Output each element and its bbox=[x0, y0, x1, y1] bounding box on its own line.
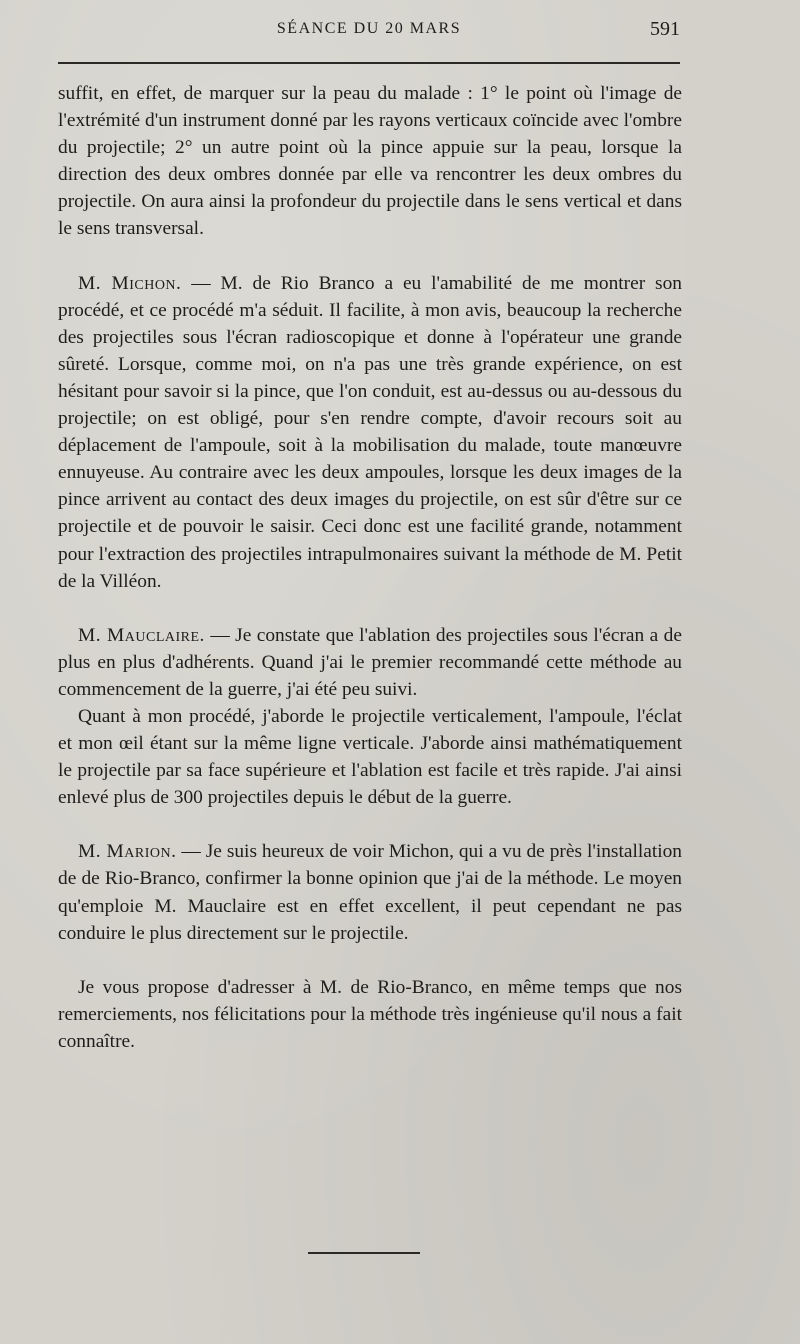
speech-text: — Je constate que l'ablation des projectiles sous l'écran a de plus en plus d'adhérents. Quand j'ai le premier recommandé cette méthode au commencement de la guerre, j'ai été peu suivi. bbox=[58, 624, 682, 700]
speaker-name: M. Mauclaire. bbox=[78, 624, 205, 646]
paragraph-marion bbox=[58, 838, 682, 946]
running-title: SÉANCE DU 20 MARS bbox=[276, 20, 462, 37]
running-header bbox=[58, 18, 680, 46]
paragraph-continuation: suffit, en effet, de marquer sur la peau du malade : 1° le point où l'image de l'extrémité d'un instrument donné par les rayons verticaux coïncide avec l'ombre du projectile; 2° un autre point où la pince appuie sur la peau, lorsque la direction des deux ombres donnée par elle va rencontrer les deux ombres du projectile. On aura ainsi la profondeur du projectile dans le sens vertical et dans le sens transversal. bbox=[58, 83, 682, 240]
speech-text: — Je suis heureux de voir Michon, qui a vu de près l'installation de de Rio-Branco, confirmer la bonne opinion que j'ai de la méthode. Le moyen qu'emploie M. Mauclaire est en effet excellent, il peut cependant ne pas conduire le plus directement sur le projectile. bbox=[58, 841, 682, 944]
speaker-name: M. Michon. bbox=[78, 272, 182, 294]
paragraph-proposal: Je vous propose d'adresser à M. de Rio-Branco, en même temps que nos remerciements, nos félicitations pour la méthode très ingénieuse qu'il nous a fait connaître. bbox=[58, 976, 682, 1052]
paragraph-mauclaire-procedure: Quant à mon procédé, j'aborde le projectile verticalement, l'ampoule, l'éclat et mon œil étant sur la même ligne verticale. J'aborde ainsi mathématiquement le projectile par sa face supérieure et l'ablation est facile et très rapide. J'ai ainsi enlevé plus de 300 projectiles depuis le début de la guerre. bbox=[58, 705, 682, 809]
speech-text: — M. de Rio Branco a eu l'amabilité de me montrer son procédé, et ce procédé m'a séduit. Il facilite, à mon avis, beaucoup la recherche des projectiles sous l'écran radioscopique et donne à l'opérateur une grande sûreté. Lorsque, comme moi, on n'a pas une très grande expérience, on est hésitant pour savoir si la pince, que l'on conduit, est au-dessus ou au-dessous du projectile; on est obligé, pour s'en rendre compte, d'avoir recours soit au déplacement de l'ampoule, soit à la mobilisation du malade, toute manœuvre ennuyeuse. Au contraire avec les deux ampoules, lorsque les deux images de la pince arrivent au contact des deux images du projectile, on est sûr d'être sur ce projectile et de pouvoir le saisir. Ceci donc est une facilité grande, notamment pour l'extraction des projectiles intrapulmonaires suivant la méthode de M. Petit de la Villéon. bbox=[58, 272, 682, 592]
paragraph-michon bbox=[58, 270, 682, 595]
header-rule bbox=[58, 62, 680, 64]
end-rule bbox=[308, 1252, 420, 1254]
body-text bbox=[58, 80, 682, 1055]
page-number: 591 bbox=[650, 18, 680, 40]
speaker-name: M. Marion. bbox=[78, 841, 177, 863]
paragraph-mauclaire bbox=[58, 622, 682, 703]
